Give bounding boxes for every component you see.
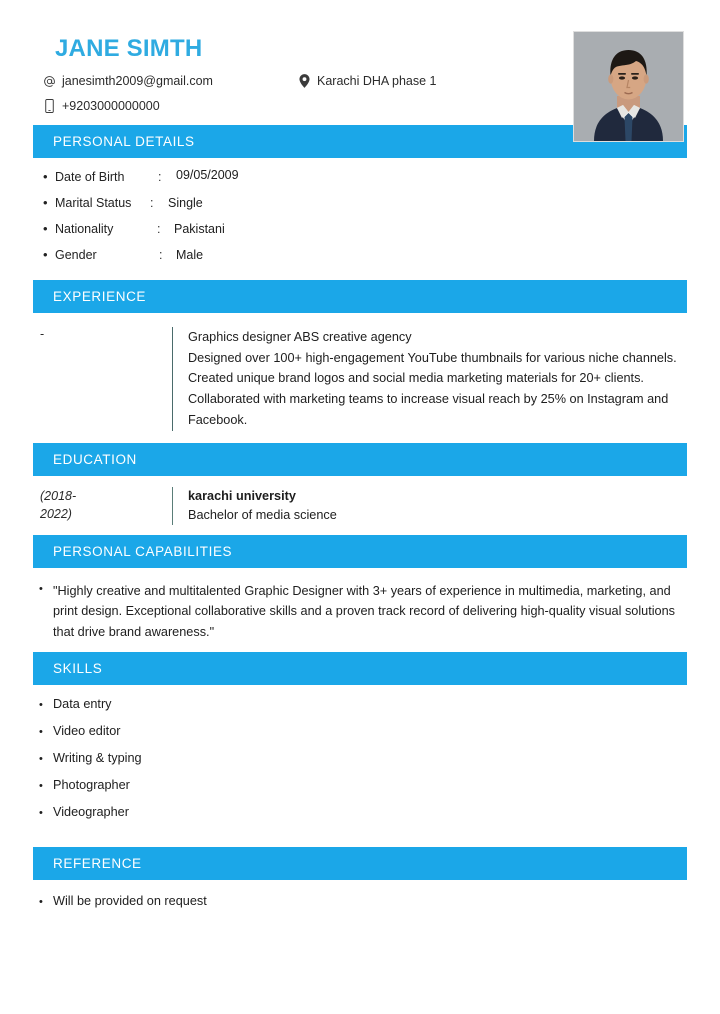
mobile-phone-icon xyxy=(39,99,59,113)
personal-detail-row xyxy=(33,170,720,184)
personal-capabilities-body xyxy=(0,568,720,653)
experience-details xyxy=(172,327,687,431)
detail-label: Gender xyxy=(55,248,97,262)
skill-text: Videographer xyxy=(53,805,129,820)
bullet-icon: • xyxy=(39,807,43,820)
contact-email[interactable] xyxy=(39,74,294,88)
skill-text: Data entry xyxy=(53,697,112,712)
experience-line: Graphics designer ABS creative agency xyxy=(188,330,412,344)
section-title: REFERENCE xyxy=(53,856,142,872)
list-item xyxy=(33,894,687,908)
personal-detail-row xyxy=(33,248,720,262)
skills-list xyxy=(0,685,720,840)
list-item xyxy=(33,778,687,792)
bullet-icon: • xyxy=(39,726,43,739)
bullet-icon: • xyxy=(39,582,43,595)
detail-colon: : xyxy=(158,170,162,184)
contact-location[interactable] xyxy=(294,74,437,88)
detail-label: Marital Status xyxy=(55,196,132,210)
section-header-experience xyxy=(33,280,687,313)
skill-text: Video editor xyxy=(53,724,121,739)
section-title: EXPERIENCE xyxy=(53,289,147,304)
section-title: PERSONAL CAPABILITIES xyxy=(53,543,233,559)
detail-colon: : xyxy=(159,248,163,262)
section-title: PERSONAL DETAILS xyxy=(53,134,195,149)
section-header-personal-capabilities xyxy=(33,535,687,568)
bullet-icon: • xyxy=(39,699,43,712)
bullet-icon: • xyxy=(39,896,43,909)
resume-header xyxy=(0,0,720,125)
skill-text: Photographer xyxy=(53,778,130,793)
list-item xyxy=(33,751,687,765)
experience-period: - xyxy=(40,327,45,341)
bullet-icon: • xyxy=(39,780,43,793)
education-period-line: (2018- xyxy=(40,488,77,503)
experience-entry xyxy=(0,313,720,443)
section-title: SKILLS xyxy=(53,661,103,677)
detail-value: Single xyxy=(168,196,203,210)
capability-item xyxy=(33,581,687,643)
contact-phone-text: +9203000000000 xyxy=(62,99,160,113)
spacer xyxy=(0,840,720,847)
bullet-icon: • xyxy=(43,221,48,236)
personal-detail-row xyxy=(33,196,720,210)
section-header-reference xyxy=(33,847,687,880)
reference-text: Will be provided on request xyxy=(53,894,207,909)
bullet-icon: • xyxy=(43,247,48,262)
education-entry xyxy=(0,476,720,535)
experience-line: Designed over 100+ high-engagement YouTube thumbnails for various niche channels. xyxy=(188,350,677,365)
education-degree: Bachelor of media science xyxy=(188,507,337,522)
experience-line: Collaborated with marketing teams to increase visual reach by 25% on Instagram and xyxy=(188,392,669,407)
detail-value: Male xyxy=(176,248,204,262)
capability-text: "Highly creative and multitalented Graphic Designer with 3+ years of experience in multimedia, marketing, and print design. Exceptional collaborative skills and a proven track record of delivering high-quality visual solutions that drive brand awareness." xyxy=(53,583,676,639)
reference-list xyxy=(0,880,720,929)
section-header-education xyxy=(33,443,687,476)
contact-email-text: janesimth2009@gmail.com xyxy=(62,74,213,88)
education-period xyxy=(33,487,172,525)
section-header-skills xyxy=(33,652,687,685)
section-title: EDUCATION xyxy=(53,451,137,467)
experience-line: Created unique brand logos and social media marketing materials for 20+ clients. xyxy=(188,371,644,386)
experience-line: Facebook. xyxy=(188,412,248,427)
personal-details-list xyxy=(0,158,720,280)
bullet-icon: • xyxy=(43,195,48,210)
detail-value: 09/05/2009 xyxy=(176,168,239,182)
education-details xyxy=(172,487,687,525)
bullet-icon: • xyxy=(43,169,48,184)
avatar xyxy=(573,31,684,142)
detail-label: Nationality xyxy=(55,222,114,236)
contact-location-text: Karachi DHA phase 1 xyxy=(317,74,437,88)
location-pin-icon xyxy=(294,74,314,88)
education-institution: karachi university xyxy=(188,488,296,503)
detail-colon: : xyxy=(157,222,161,236)
detail-colon: : xyxy=(150,196,154,210)
education-period-line: 2022) xyxy=(40,506,72,521)
portrait-photo xyxy=(574,32,683,141)
detail-label: Date of Birth xyxy=(55,170,125,184)
personal-detail-row xyxy=(33,222,720,236)
list-item xyxy=(33,697,687,711)
list-item xyxy=(33,805,687,819)
detail-value: Pakistani xyxy=(174,222,225,236)
skill-text: Writing & typing xyxy=(53,751,142,766)
candidate-name: JANE SIMTH xyxy=(55,35,203,62)
bullet-icon: • xyxy=(39,753,43,766)
contact-phone[interactable] xyxy=(39,99,294,113)
list-item xyxy=(33,724,687,738)
at-sign-icon xyxy=(39,75,59,88)
